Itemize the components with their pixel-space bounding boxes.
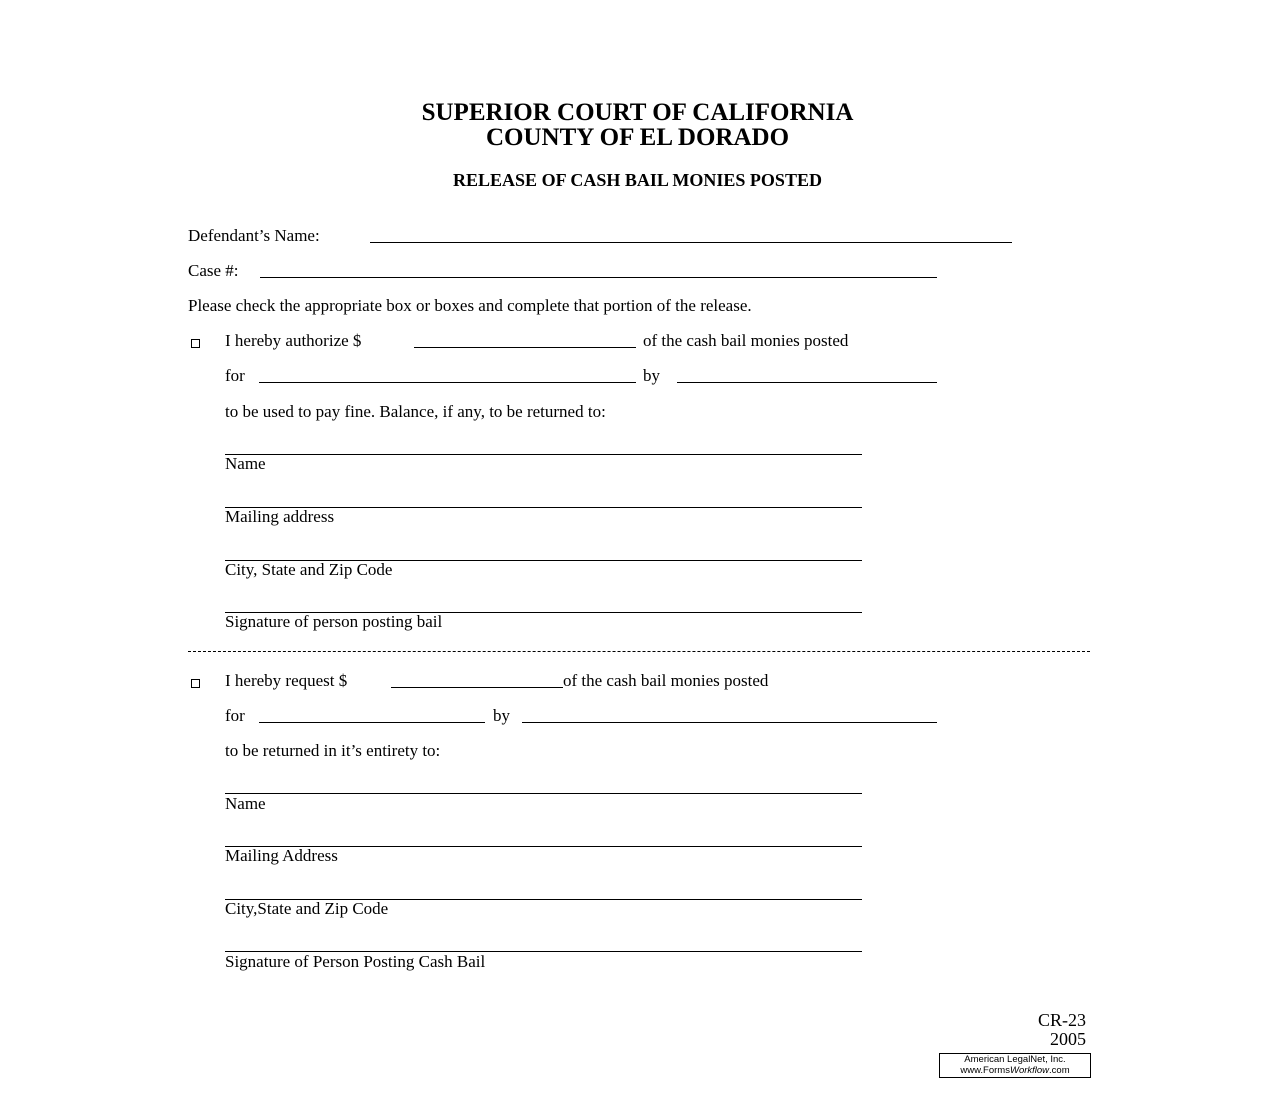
for-label: for [225,366,245,385]
authorize-checkbox[interactable] [191,339,200,348]
form-title: RELEASE OF CASH BAIL MONIES POSTED [453,170,822,190]
authorize-amount-field[interactable] [414,347,636,348]
mailing-address-label-2: Mailing Address [225,846,338,865]
for-label-2: for [225,706,245,725]
signature-label: Signature of person posting bail [225,612,443,631]
request-suffix: of the cash bail monies posted [563,671,769,690]
name-label: Name [225,454,266,473]
authorize-prefix: I hereby authorize $ [225,331,362,350]
form-number: CR-23 [1037,1010,1086,1030]
court-title: SUPERIOR COURT OF CALIFORNIA [421,99,854,126]
defendant-name-field[interactable] [370,242,1012,243]
instructions: Please check the appropriate box or boxes and complete that portion of the release. [188,296,752,315]
url-part: www.Forms [960,1065,1010,1076]
url-italic-part: Workflow [1009,1065,1050,1076]
name-label-2: Name [225,794,266,813]
by-field[interactable] [677,382,937,383]
publisher-url [940,1065,1090,1076]
form-year: 2005 [1050,1029,1086,1049]
mailing-address-label: Mailing address [225,507,335,526]
publisher-stamp [939,1053,1091,1078]
by-label-2: by [493,706,510,725]
by-field-2[interactable] [522,722,937,723]
for-field-2[interactable] [259,722,485,723]
case-label: Case #: [188,261,239,280]
city-state-zip-label-2: City,State and Zip Code [225,899,389,918]
city-state-zip-label: City, State and Zip Code [225,560,393,579]
publisher-name: American LegalNet, Inc. [964,1054,1066,1065]
name-field-2[interactable] [225,793,862,794]
by-label: by [643,366,660,385]
for-field[interactable] [259,382,636,383]
defendant-label: Defendant’s Name: [188,226,320,245]
balance-text: to be used to pay fine. Balance, if any, to be returned to: [225,402,606,421]
case-number-field[interactable] [260,277,937,278]
section-divider [188,651,1090,652]
url-suffix: .com [1049,1065,1070,1076]
return-text: to be returned in it’s entirety to: [225,741,441,760]
county-title: COUNTY OF EL DORADO [485,124,790,151]
request-checkbox[interactable] [191,679,200,688]
signature-label-2: Signature of Person Posting Cash Bail [225,952,486,971]
request-amount-field[interactable] [391,687,563,688]
request-prefix: I hereby request $ [225,671,348,690]
name-field[interactable] [225,454,862,455]
authorize-suffix: of the cash bail monies posted [643,331,849,350]
